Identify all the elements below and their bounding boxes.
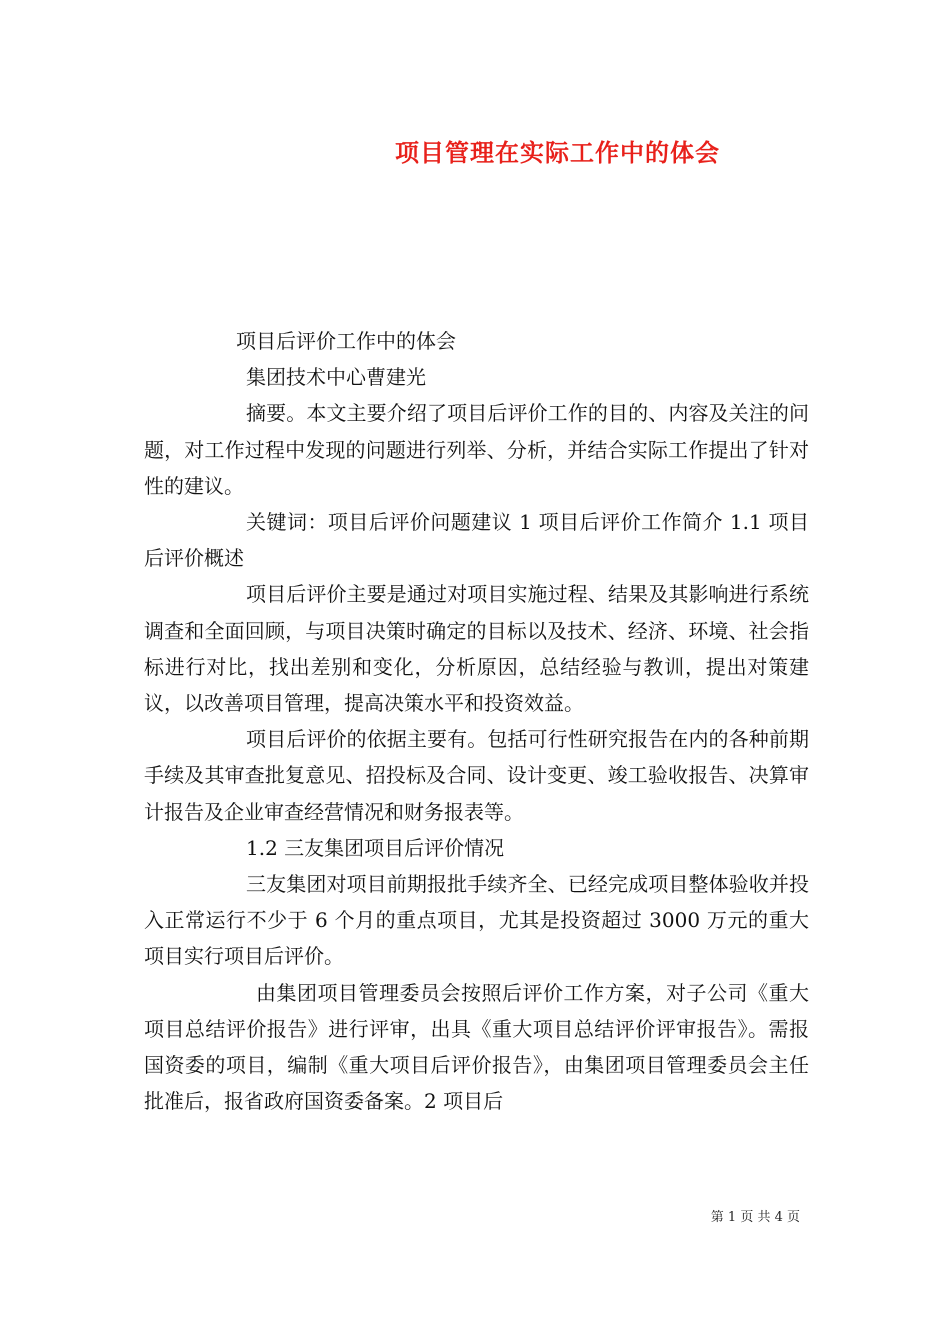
author-paragraph: 集团技术中心曹建光 [246,365,426,390]
section-heading: 1.2 三友集团项目后评价情况 [246,835,505,860]
page-number-footer: 第 1 页 共 4 页 [710,1210,800,1225]
body-paragraph: 由集团项目管理委员会按照后评价工作方案，对子公司《重大项目总结评价报告》进行评审，出具《重大项目总结评价评审报告》。需报国资委的项目，编制《重大项目后评价报告》，由集团项目管理委员会主任批准后，报省政府国资委备案。2 项目后 [144,980,809,1114]
keywords-paragraph: 关键词：项目后评价问题建议 1 项目后评价工作简介 1.1 项目后评价概述 [144,510,809,571]
abstract-paragraph: 摘要。本文主要介绍了项目后评价工作的目的、内容及关注的问题，对工作过程中发现的问题进行列举、分析，并结合实际工作提出了针对性的建议。 [144,401,809,498]
body-paragraph: 项目后评价的依据主要有。包括可行性研究报告在内的各种前期手续及其审查批复意见、招投标及合同、设计变更、竣工验收报告、决算审计报告及企业审查经营情况和财务报表等。 [144,727,809,824]
body-paragraph: 项目后评价主要是通过对项目实施过程、结果及其影响进行系统调查和全面回顾，与项目决策时确定的目标以及技术、经济、环境、社会指标进行对比，找出差别和变化，分析原因，总结经验与教训，提出对策建议，以改善项目管理，提高决策水平和投资效益。 [144,582,809,716]
subtitle-paragraph: 项目后评价工作中的体会 [236,329,456,353]
document-body [144,323,809,1119]
document-title: 项目管理在实际工作中的体会 [395,139,720,167]
body-paragraph: 三友集团对项目前期报批手续齐全、已经完成项目整体验收并投入正常运行不少于 6 个月的重点项目，尤其是投资超过 3000 万元的重大项目实行项目后评价。 [144,872,809,969]
